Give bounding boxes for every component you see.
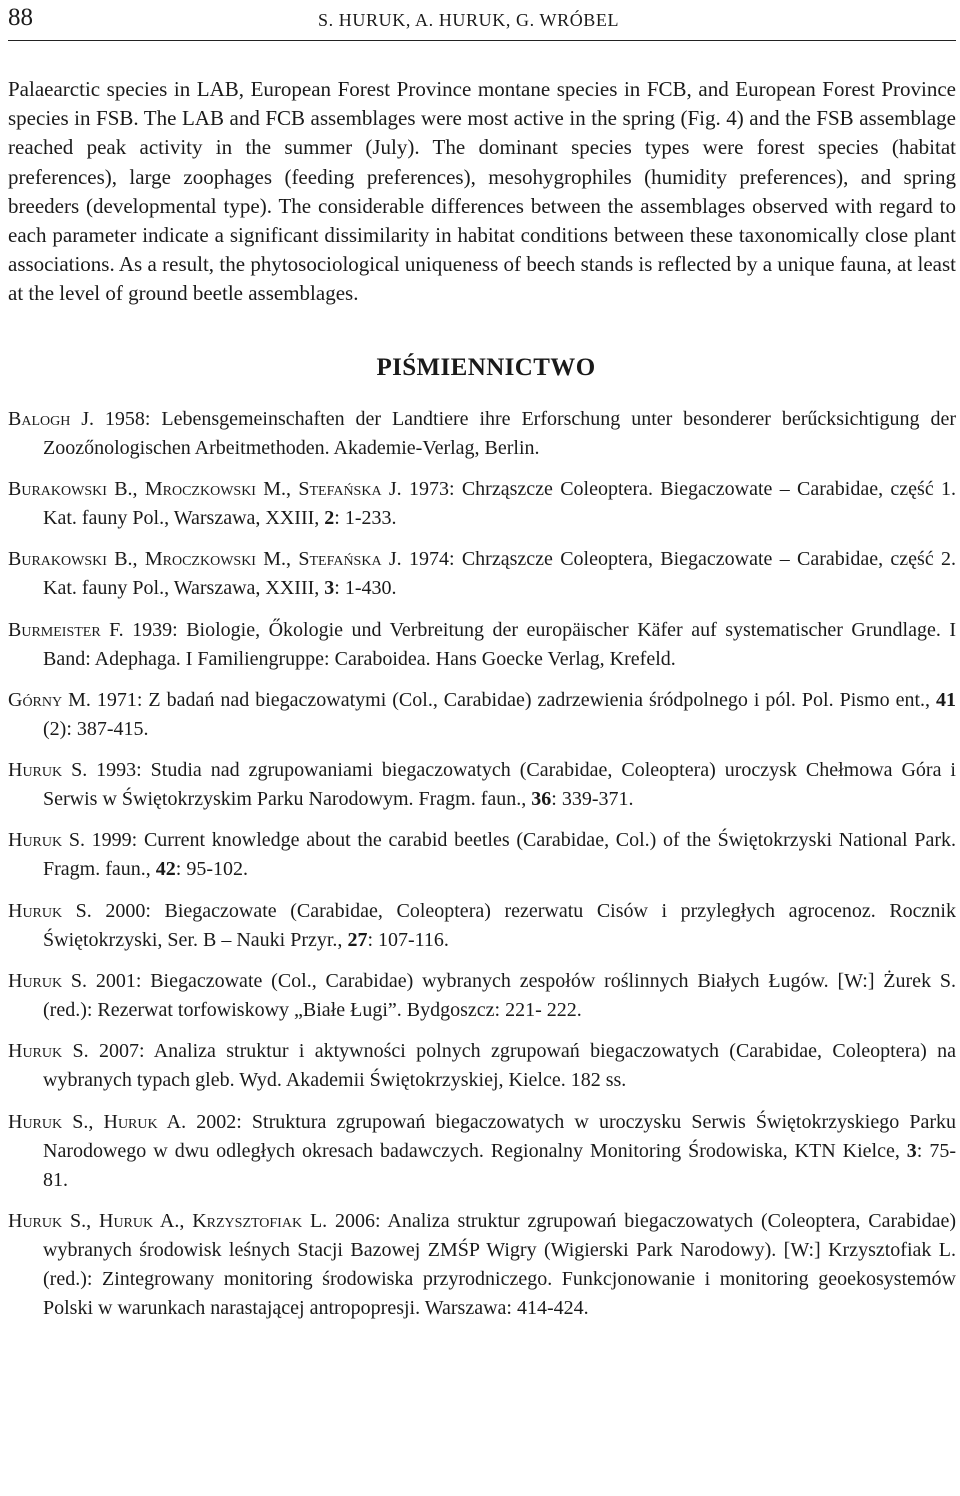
reference-text: 2001: Biegaczowate (Col., Carabidae) wybranych zespołów roślinnych Białych Ługów. [W:] Żurek S. (red.): Rezerwat torfowiskowy „Białe Ługi”. Bydgoszcz: 221- 222. [43,970,956,1021]
reference-entry [8,1207,956,1323]
reference-pages: : 1-430. [334,577,397,600]
reference-entry [8,686,956,744]
document-page [8,0,956,1335]
reference-pages: : 95-102. [175,858,248,881]
reference-authors: Huruk S. [8,759,88,782]
reference-entry [8,967,956,1025]
reference-entry [8,616,956,674]
reference-volume: 36 [531,788,552,811]
reference-entry [8,826,956,884]
reference-text: 1958: Lebensgemeinschaften der Landtiere ihre Erforschung unter besonderer berűcksichtigung der Zoozőnologischen Arbeitmethoden. Akademie-Verlag, Berlin. [43,407,956,459]
reference-pages: : 1-233. [334,506,397,529]
reference-pages: (2): 387-415. [43,717,149,740]
reference-volume: 27 [347,928,368,951]
reference-volume: 3 [906,1139,917,1162]
reference-volume: 41 [936,688,956,711]
page-number: 88 [8,4,33,31]
reference-text: 1939: Biologie, Őkologie und Verbreitung der europäischer Käfer auf systematischer Grundlage. I Band: Adephaga. I Familiengruppe: Caraboidea. Hans Goecke Verlag, Krefeld. [43,618,956,670]
references-heading: PIŚMIENNICTWO [376,353,596,381]
running-title: S. HURUK, A. HURUK, G. WRÓBEL [318,10,620,30]
reference-entry [8,897,956,955]
reference-text: 2006: Analiza struktur zgrupowań biegaczowatych (Coleoptera, Carabidae) wybranych środowisk leśnych Stacji Bazowej ZMŚP Wigry (Wigierski Park Narodowy). [W:] Krzysztofiak L. (red.): Zintegrowany monitoring środowiska przyrodniczego. Funkcjonowanie i monitoring geoekosystemów Polski w warunkach narastającej antropopresji. Warszawa: 414-424. [43,1209,956,1319]
reference-text: 2000: Biegaczowate (Carabidae, Coleoptera) rezerwatu Cisów i przyległych agrocenoz. Rocznik Świętokrzyski, Ser. B – Nauki Przyr., [43,899,956,951]
reference-volume: 2 [324,506,335,529]
references-list [8,405,956,1323]
reference-entry [8,545,956,603]
reference-entry [8,405,956,463]
reference-entry [8,756,956,814]
reference-text: 1993: Studia nad zgrupowaniami biegaczowatych (Carabidae, Coleoptera) uroczysk Chełmowa Góra i Serwis w Świętokrzyskim Parku Narodowym. Fragm. faun., [43,759,956,811]
reference-authors: Górny M. [8,688,91,711]
body-paragraph: Palaearctic species in LAB, European Forest Province montane species in FCB, and European Forest Province species in FSB. The LAB and FCB assemblages were most active in the spring (Fig. 4) and the FSB assemblage reached peak activity in the summer (July). The dominant species types were forest species (habitat preferences), large zoophages (feeding preferences), mesohygrophiles (humidity preferences), and spring breeders (developmental type). The considerable differences between the assemblages observed with regard to each parameter indicate a significant dissimilarity in habitat conditions between these taxonomically close plant associations. As a result, the phytosociological uniqueness of beech stands is reflected by a unique fauna, at least at the level of ground beetle assemblages. [8,77,956,306]
reference-entry [8,1037,956,1095]
reference-entry [8,1108,956,1195]
reference-authors: Burakowski B., Mroczkowski M., Stefańska J. [8,548,402,571]
reference-authors: Huruk S. [8,829,85,852]
reference-pages: : 339-371. [551,788,634,811]
reference-authors: Huruk S., Huruk A. [8,1110,187,1133]
reference-authors: Burmeister F. [8,618,124,641]
reference-authors: Burakowski B., Mroczkowski M., Stefańska J. [8,477,402,500]
reference-pages: : 107-116. [367,928,449,951]
reference-volume: 42 [155,858,176,881]
reference-authors: Huruk S., Huruk A., Krzysztofiak L. [8,1209,328,1232]
reference-authors: Huruk S. [8,970,88,992]
reference-volume: 3 [324,577,335,600]
reference-authors: Huruk S. [8,1040,89,1063]
reference-text: 1973: Chrząszcze Coleoptera. Biegaczowate – Carabidae, część 1. Kat. fauny Pol., Warszawa, XXIII, [43,477,957,529]
reference-authors: Huruk S. [8,899,92,922]
reference-entry [8,475,956,533]
reference-text: 1999: Current knowledge about the carabid beetles (Carabidae, Col.) of the Świętokrzyski National Park. Fragm. faun., [43,829,956,881]
reference-pages: : 75-81. [43,1139,956,1191]
reference-text: 1974: Chrząszcze Coleoptera, Biegaczowate – Carabidae, część 2. Kat. fauny Pol., Warszawa, XXIII, [43,548,957,600]
reference-text: 2007: Analiza struktur i aktywności polnych zgrupowań biegaczowatych (Carabidae, Coleoptera) na wybranych typach gleb. Wyd. Akademii Świętokrzyskiej, Kielce. 182 ss. [43,1040,956,1092]
reference-text: 2002: Struktura zgrupowań biegaczowatych w uroczysku Serwis Świętokrzyskiego Parku Narodowego w dwu odległych okresach badawczych. Regionalny Monitoring Środowiska, KTN Kielce, [43,1110,956,1162]
reference-authors: Balogh J. [8,407,95,430]
running-header [8,0,956,41]
reference-text: 1971: Z badań nad biegaczowatymi (Col., Carabidae) zadrzewienia śródpolnego i pól. Pol. Pismo ent., [90,688,936,711]
